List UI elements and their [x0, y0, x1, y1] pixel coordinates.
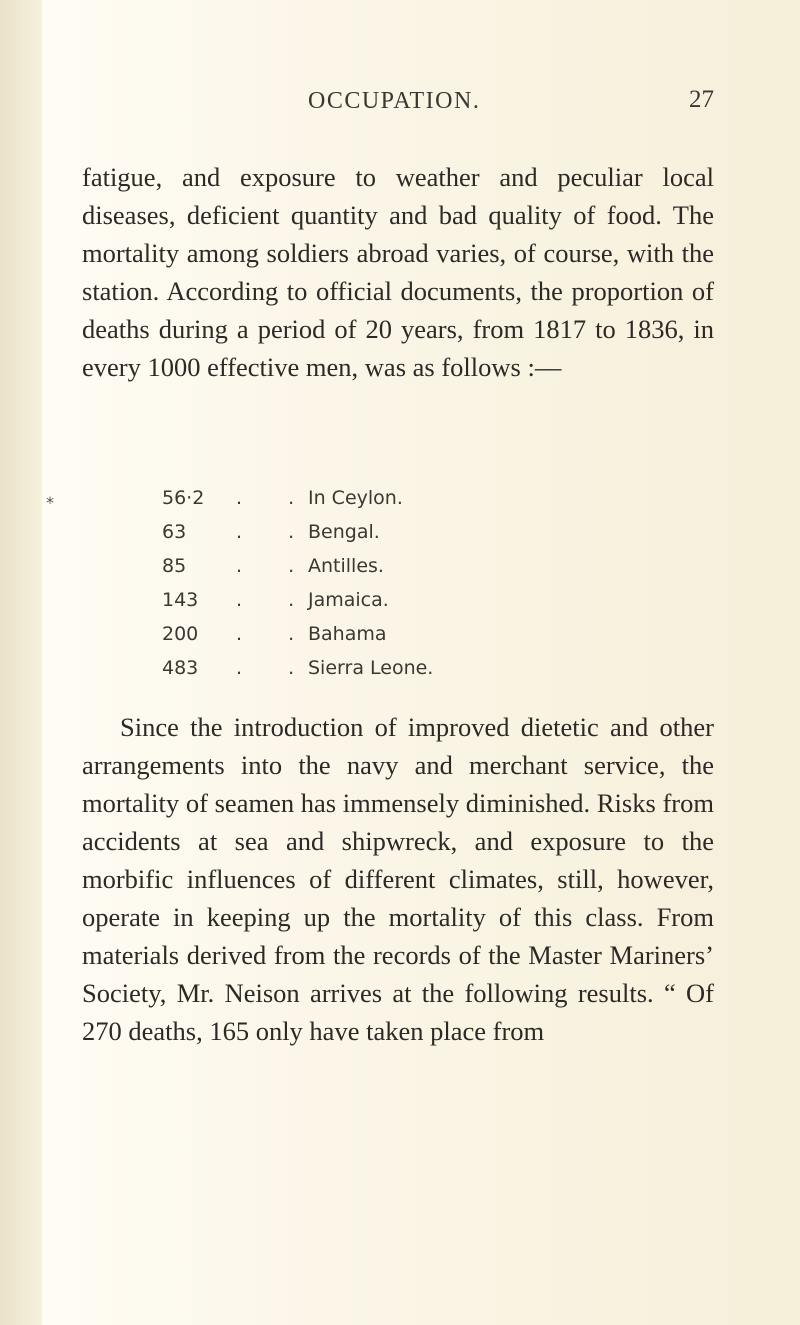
station-name: Sierra Leone. — [308, 657, 434, 679]
running-head: OCCUPATION. — [308, 88, 481, 114]
table-row — [162, 487, 582, 521]
paragraph-2: Since the introduction of improved dietetic and other arrangements into the navy and merchant service, the mortality of seamen has immensely diminished. Risks from accidents at sea and shipwreck, and exposure to the morbific influences of different climates, still, however, operate in keeping up the mortality of this class. From materials derived from the records of the Master Mariners’ Society, Mr. Neison arrives at the following results. “ Of 270 deaths, 165 only have taken place from — [82, 712, 714, 1046]
death-rate: 56·2 — [162, 487, 205, 509]
leader-dots: . . — [236, 487, 315, 509]
mortality-table — [162, 487, 582, 691]
table-row — [162, 623, 582, 657]
page-number: 27 — [689, 86, 714, 113]
table-row — [162, 657, 582, 691]
death-rate: 143 — [162, 589, 199, 611]
leader-dots: . . — [236, 589, 315, 611]
leader-dots: . . — [236, 623, 315, 645]
station-name: Bahama — [308, 623, 387, 645]
leader-dots: . . — [236, 555, 315, 577]
marginal-mark: * — [46, 493, 54, 512]
page-edge-shadow — [0, 0, 42, 1325]
leader-dots: . . — [236, 657, 315, 679]
table-row — [162, 589, 582, 623]
station-name: Bengal. — [308, 521, 380, 543]
leader-dots: . . — [236, 521, 315, 543]
station-name: Jamaica. — [308, 589, 389, 611]
station-name: In Ceylon. — [308, 487, 403, 509]
paragraph-1: fatigue, and exposure to weather and peculiar local diseases, deficient quantity and bad quality of food. The mortality among soldiers abroad varies, of course, with the station. According to official documents, the proportion of deaths during a period of 20 years, from 1817 to 1836, in every 1000 effective men, was as follows :— — [82, 162, 714, 382]
death-rate: 63 — [162, 521, 187, 543]
table-row — [162, 555, 582, 589]
death-rate: 200 — [162, 623, 199, 645]
table-row — [162, 521, 582, 555]
station-name: Antilles. — [308, 555, 384, 577]
death-rate: 483 — [162, 657, 199, 679]
page-header — [82, 88, 714, 124]
death-rate: 85 — [162, 555, 187, 577]
